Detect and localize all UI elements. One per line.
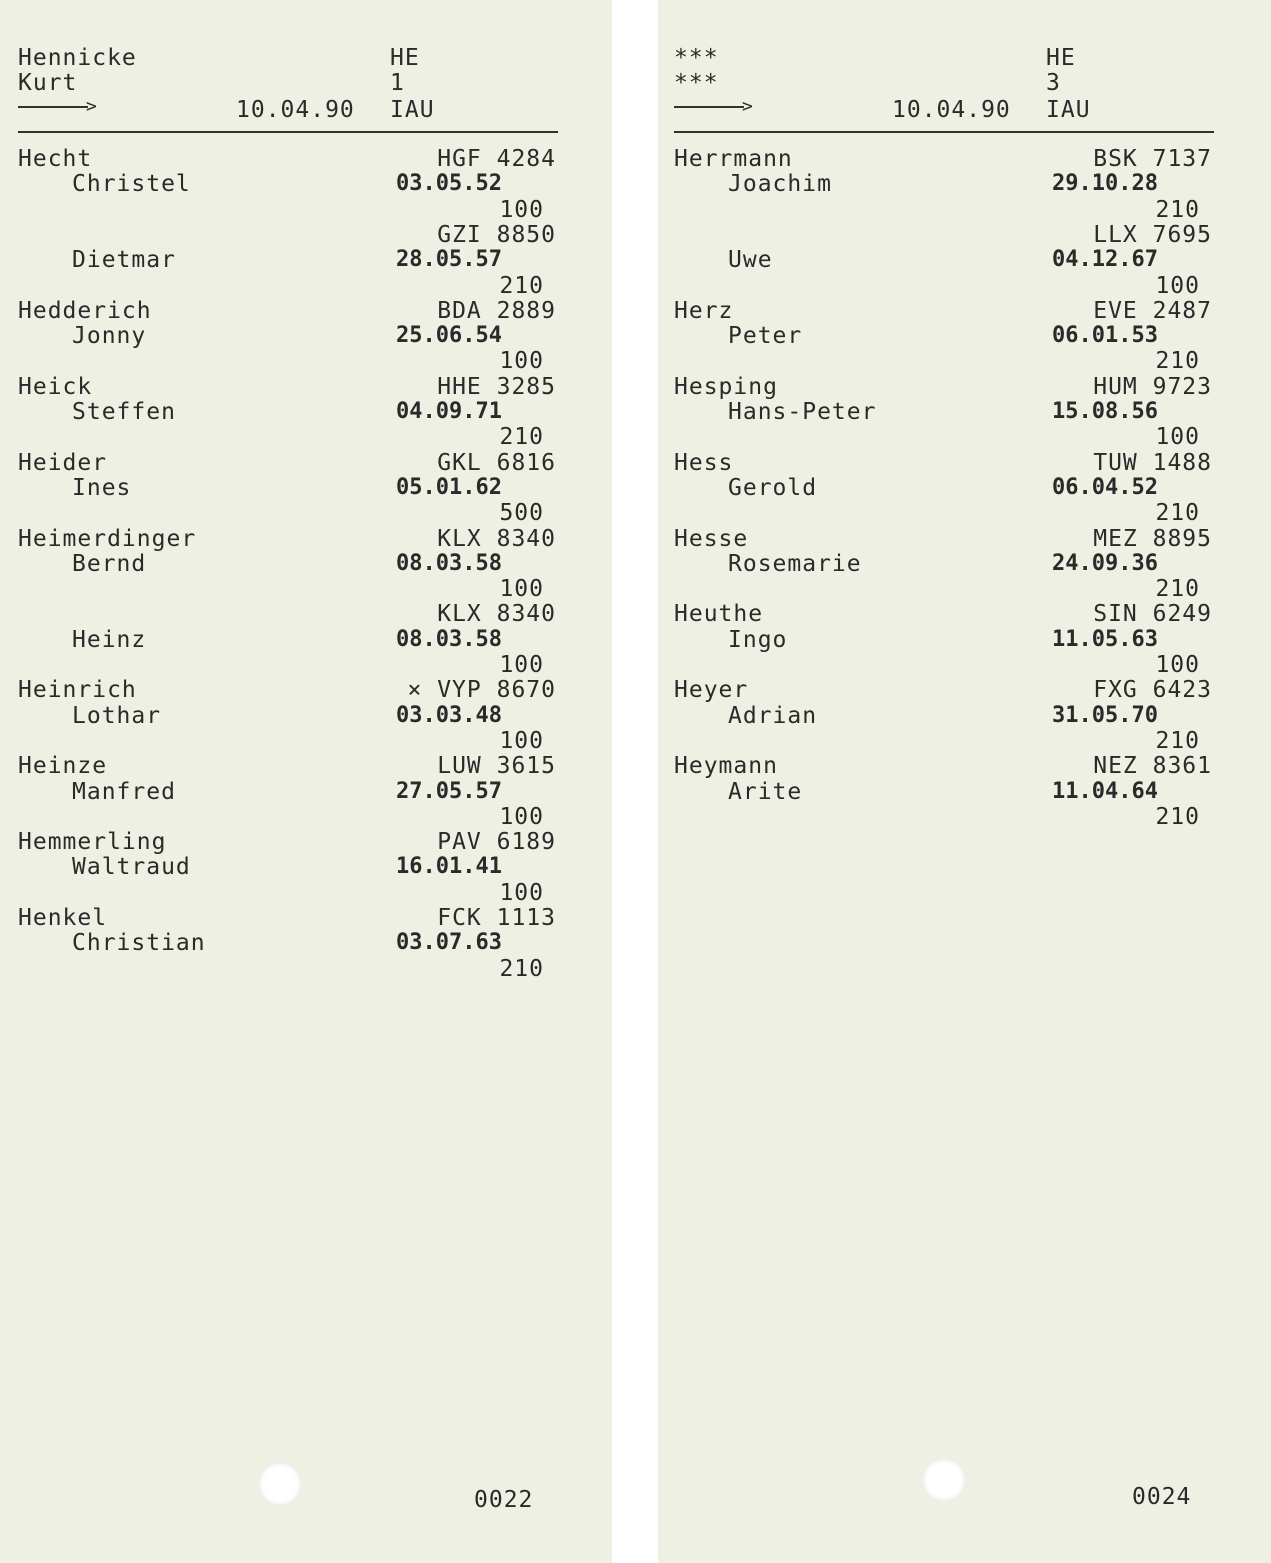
entry-number: 100 bbox=[499, 879, 544, 906]
page-number: 0024 bbox=[1132, 1484, 1192, 1510]
arrow-icon: > bbox=[674, 100, 754, 114]
entry-firstname: Steffen bbox=[72, 399, 176, 425]
entry-code: LUW 3615 bbox=[437, 753, 556, 780]
entry-firstname: Rosemarie bbox=[728, 550, 862, 577]
entry-birthdate: 04.09.71 bbox=[396, 399, 502, 424]
entry-surname: Heider bbox=[18, 449, 108, 476]
entry-code: HUM 9723 bbox=[1093, 373, 1212, 400]
entry-birthdate: 31.05.70 bbox=[1052, 702, 1158, 728]
entry-surname: Heinrich bbox=[18, 677, 137, 704]
entry-code: EVE 2487 bbox=[1093, 297, 1212, 324]
header-code-1: HE bbox=[1046, 45, 1076, 71]
entry-firstname: Waltraud bbox=[72, 854, 191, 881]
header-code-2: 1 bbox=[390, 70, 405, 96]
entry-code: HHE 3285 bbox=[437, 373, 556, 400]
entry-number: 100 bbox=[1155, 424, 1200, 451]
entry-firstname: Joachim bbox=[728, 171, 832, 198]
header-divider bbox=[18, 131, 558, 133]
entry-firstname: Peter bbox=[728, 323, 803, 350]
entry-number: 100 bbox=[1155, 652, 1200, 678]
entry-birthdate: 29.10.28 bbox=[1052, 171, 1158, 197]
header-date: 10.04.90 bbox=[236, 97, 355, 123]
entry-birthdate: 15.08.56 bbox=[1052, 399, 1158, 424]
entry-birthdate: 03.07.63 bbox=[396, 930, 502, 956]
entry-number: 100 bbox=[499, 652, 544, 678]
entry-code: LLX 7695 bbox=[1093, 221, 1212, 248]
entry-code: TUW 1488 bbox=[1093, 449, 1212, 476]
entry-firstname: Christel bbox=[72, 171, 191, 198]
entry-firstname: Lothar bbox=[72, 702, 162, 729]
entry-surname: Heimerdinger bbox=[18, 525, 197, 552]
entry-firstname: Arite bbox=[728, 778, 803, 805]
arrow-icon: > bbox=[18, 100, 98, 114]
record-sheet-left bbox=[0, 0, 612, 1563]
entry-code: BDA 2889 bbox=[437, 297, 556, 324]
entry-birthdate: 08.03.58 bbox=[396, 626, 502, 652]
entry-birthdate: 11.04.64 bbox=[1052, 778, 1158, 804]
entry-surname: Heuthe bbox=[674, 601, 764, 628]
entry-number: 210 bbox=[1155, 348, 1200, 375]
entry-firstname: Hans-Peter bbox=[728, 399, 877, 425]
entry-birthdate: 16.01.41 bbox=[396, 854, 502, 880]
entry-code: KLX 8340 bbox=[437, 525, 556, 552]
entry-surname: Heymann bbox=[674, 753, 778, 780]
entry-code: GZI 8850 bbox=[437, 221, 556, 248]
entry-surname: Hemmerling bbox=[18, 829, 167, 856]
entry-birthdate: 28.05.57 bbox=[396, 247, 502, 273]
entry-firstname: Christian bbox=[72, 930, 206, 957]
entry-birthdate: 06.01.53 bbox=[1052, 323, 1158, 349]
entry-code: MEZ 8895 bbox=[1093, 525, 1212, 552]
entry-birthdate: 03.03.48 bbox=[396, 702, 502, 728]
entry-birthdate: 04.12.67 bbox=[1052, 247, 1158, 273]
entry-surname: Heyer bbox=[674, 677, 749, 704]
entry-birthdate: 06.04.52 bbox=[1052, 474, 1158, 500]
record-sheet-right bbox=[658, 0, 1271, 1563]
punch-hole bbox=[258, 1462, 302, 1506]
entry-firstname: Ines bbox=[72, 474, 132, 501]
entry-birthdate: 03.05.52 bbox=[396, 171, 502, 197]
entry-birthdate: 05.01.62 bbox=[396, 474, 502, 500]
entry-surname: Hedderich bbox=[18, 297, 152, 324]
entry-number: 100 bbox=[1155, 272, 1200, 299]
entry-code: × VYP 8670 bbox=[407, 677, 556, 704]
entry-number: 100 bbox=[499, 576, 544, 603]
page-number: 0022 bbox=[474, 1487, 534, 1513]
entry-number: 210 bbox=[1155, 196, 1200, 223]
entry-firstname: Ingo bbox=[728, 626, 788, 653]
entry-number: 500 bbox=[499, 500, 544, 527]
entry-birthdate: 08.03.58 bbox=[396, 550, 502, 576]
entry-firstname: Gerold bbox=[728, 474, 818, 501]
entry-number: 210 bbox=[499, 424, 544, 451]
entry-surname: Heinze bbox=[18, 753, 108, 780]
header-surname: *** bbox=[674, 45, 719, 71]
entry-firstname: Heinz bbox=[72, 626, 147, 653]
entry-number: 210 bbox=[1155, 576, 1200, 603]
entry-surname: Heick bbox=[18, 373, 93, 400]
entry-code: BSK 7137 bbox=[1093, 146, 1212, 172]
entry-surname: Hecht bbox=[18, 146, 93, 172]
entry-number: 100 bbox=[499, 803, 544, 830]
entry-code: NEZ 8361 bbox=[1093, 753, 1212, 780]
entry-firstname: Uwe bbox=[728, 247, 773, 274]
entry-surname: Hesse bbox=[674, 525, 749, 552]
entry-firstname: Adrian bbox=[728, 702, 818, 729]
entry-birthdate: 27.05.57 bbox=[396, 778, 502, 804]
entry-firstname: Manfred bbox=[72, 778, 176, 805]
entry-code: GKL 6816 bbox=[437, 449, 556, 476]
header-firstname: Kurt bbox=[18, 70, 78, 96]
entry-firstname: Bernd bbox=[72, 550, 147, 577]
entry-firstname: Dietmar bbox=[72, 247, 176, 274]
entry-number: 210 bbox=[499, 955, 544, 982]
entry-code: KLX 8340 bbox=[437, 601, 556, 628]
entry-code: FXG 6423 bbox=[1093, 677, 1212, 704]
header-firstname: *** bbox=[674, 70, 719, 96]
header-code-3: IAU bbox=[390, 97, 435, 123]
entry-number: 100 bbox=[499, 727, 544, 754]
header-code-1: HE bbox=[390, 45, 420, 71]
entry-surname: Henkel bbox=[18, 905, 108, 931]
entry-surname: Hesping bbox=[674, 373, 778, 400]
punch-hole bbox=[922, 1458, 966, 1502]
header-divider bbox=[674, 131, 1214, 133]
entry-number: 210 bbox=[1155, 727, 1200, 754]
entry-number: 210 bbox=[1155, 803, 1200, 830]
header-code-2: 3 bbox=[1046, 70, 1061, 96]
entry-code: FCK 1113 bbox=[437, 905, 556, 931]
entry-number: 100 bbox=[499, 348, 544, 375]
entry-number: 210 bbox=[499, 272, 544, 299]
entry-code: SIN 6249 bbox=[1093, 601, 1212, 628]
entry-birthdate: 11.05.63 bbox=[1052, 626, 1158, 652]
entry-birthdate: 25.06.54 bbox=[396, 323, 502, 349]
entry-surname: Herz bbox=[674, 297, 734, 324]
entry-birthdate: 24.09.36 bbox=[1052, 550, 1158, 576]
entry-firstname: Jonny bbox=[72, 323, 147, 350]
entry-surname: Hess bbox=[674, 449, 734, 476]
entry-code: HGF 4284 bbox=[437, 146, 556, 172]
entry-surname: Herrmann bbox=[674, 146, 793, 172]
header-code-3: IAU bbox=[1046, 97, 1091, 123]
entry-code: PAV 6189 bbox=[437, 829, 556, 856]
header-surname: Hennicke bbox=[18, 45, 137, 71]
header-date: 10.04.90 bbox=[892, 97, 1011, 123]
entry-number: 100 bbox=[499, 196, 544, 223]
entry-number: 210 bbox=[1155, 500, 1200, 527]
